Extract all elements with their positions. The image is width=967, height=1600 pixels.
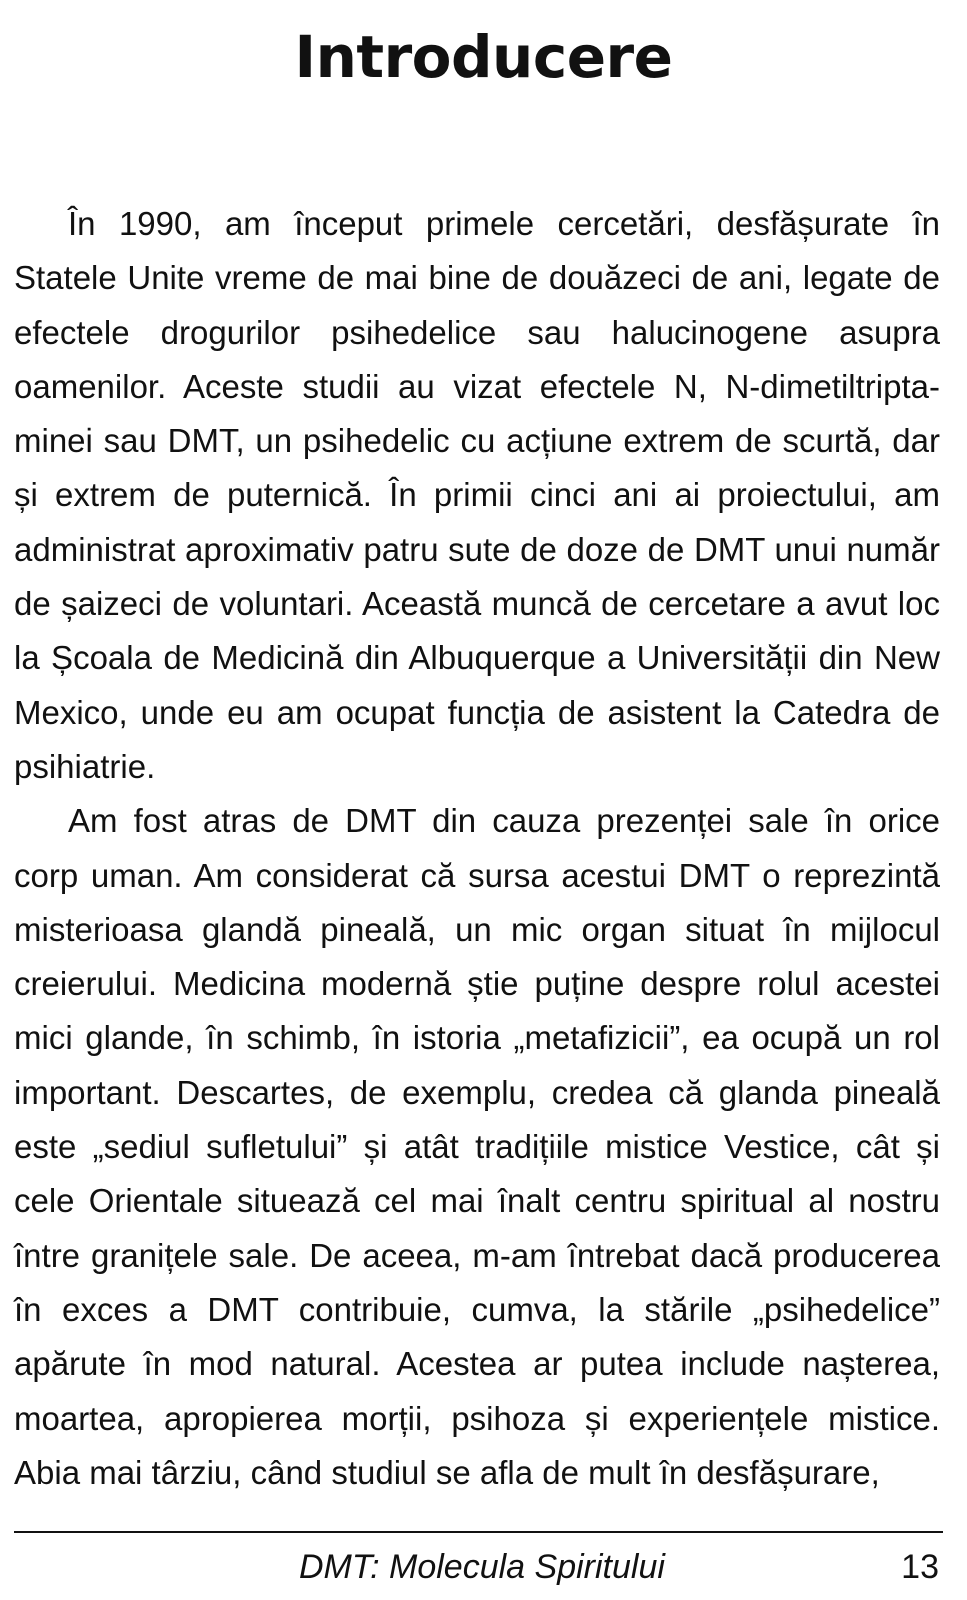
paragraph-2: Am fost atras de DMT din cauza prezenței sale în orice corp uman. Am considerat că sursa acestui DMT o reprezintă misterioasa glandă pineală, un mic organ situat în mijlocul creierului. Medicina modernă știe puține despre rolul acestei mici glande, în schimb, în istoria „metafizicii”, ea ocupă un rol important. Descartes, de exemplu, credea că glanda pineală este „sediul sufletului” și atât tradițiile mistice Vestice, cât și cele Orientale situează cel mai înalt centru spiritual al nostru între granițele sale. De aceea, m-am întrebat dacă producerea în exces a DMT contribuie, cumva, la stările „psihedelice” apărute în mod natural. Acestea ar putea include nașterea, moartea, apropierea morții, psihoza și experiențele mistice. Abia mai târziu, când studiul se afla de mult în desfășurare,	[14, 802, 940, 1491]
page-title: Introducere	[294, 23, 673, 91]
running-title: DMT: Molecula Spiritului	[299, 1548, 665, 1586]
footer-divider	[14, 1531, 943, 1533]
page-number: 13	[901, 1548, 939, 1586]
paragraph-1: În 1990, am început primele cercetări, desfășurate în Statele Unite vreme de mai bine de douăzeci de ani, legate de efectele drogurilor psihedelice sau halucinogene asupra oamenilor. Aceste studii au vizat efectele N, N-dimetiltriptamineі sau DMT, un psihedelic cu acțiune extrem de scurtă, dar și extrem de puternică. În primii cinci ani ai proiectului, am administrat aproximativ patru sute de doze de DMT unui număr de șaizeci de voluntari. Această muncă de cercetare a avut loc la Școala de Medicină din Albuquerque a Universității din New Mexico, unde eu am ocupat funcția de asistent la Catedra de psihiatrie.	[14, 205, 940, 785]
page-footer	[14, 1540, 943, 1594]
chapter-body	[14, 197, 940, 1500]
